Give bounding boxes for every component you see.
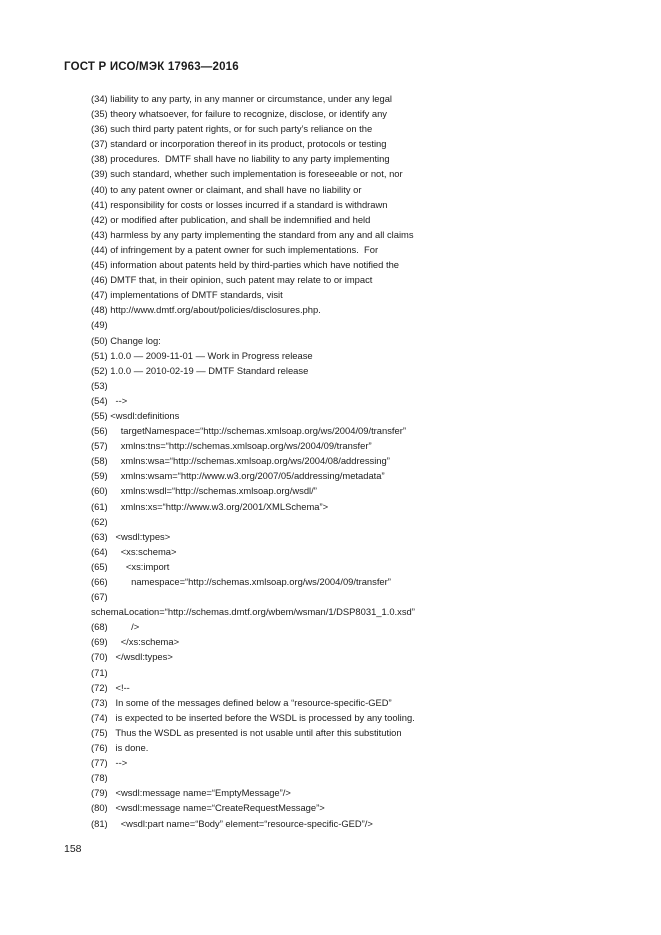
code-line: (62) <box>91 515 108 527</box>
code-line: (64) <xs:schema> <box>91 545 177 557</box>
code-line: (58) xmlns:wsa=“http://schemas.xmlsoap.org/ws/2004/08/addressing” <box>91 455 390 467</box>
code-line: (78) <box>91 772 108 784</box>
code-line: (38) procedures. DMTF shall have no liability to any party implementing <box>91 153 390 165</box>
code-line: (54) --> <box>91 394 128 406</box>
code-line: (35) theory whatsoever, for failure to recognize, disclose, or identify any <box>91 108 387 120</box>
code-line: (41) responsibility for costs or losses incurred if a standard is withdrawn <box>91 198 388 210</box>
code-line: (47) implementations of DMTF standards, visit <box>91 289 283 301</box>
code-line: (66) namespace=“http://schemas.xmlsoap.org/ws/2004/09/transfer” <box>91 576 391 587</box>
code-line: (79) <wsdl:message name=“EmptyMessage”/> <box>91 787 291 799</box>
code-line: schemaLocation=“http://schemas.dmtf.org/wbem/wsman/1/DSP8031_1.0.xsd” <box>91 606 415 618</box>
code-line: (71) <box>91 666 108 678</box>
code-line: (50) Change log: <box>91 334 161 346</box>
code-listing <box>91 91 631 831</box>
code-line: (37) standard or incorporation thereof in its product, protocols or testing <box>91 138 387 150</box>
code-line: (43) harmless by any party implementing the standard from any and all claims <box>91 228 414 240</box>
code-line: (36) such third party patent rights, or for such party’s reliance on the <box>91 123 373 135</box>
code-line: (77) --> <box>91 757 128 769</box>
code-line: (75) Thus the WSDL as presented is not usable until after this substitution <box>91 726 402 738</box>
code-line: (80) <wsdl:message name=“CreateRequestMessage”> <box>91 802 325 814</box>
code-line: (74) is expected to be inserted before the WSDL is processed by any tooling. <box>91 711 415 723</box>
code-line: (69) </xs:schema> <box>91 636 180 648</box>
code-line: (44) of infringement by a patent owner for such implementations. For <box>91 243 379 255</box>
code-line: (81) <wsdl:part name=“Body” element=“resource-specific-GED”/> <box>91 817 373 829</box>
code-line: (65) <xs:import <box>91 560 170 572</box>
code-line: (72) <!-- <box>91 681 130 693</box>
code-line: (40) to any patent owner or claimant, and shall have no liability or <box>91 183 362 195</box>
code-line: (51) 1.0.0 — 2009-11-01 — Work in Progress release <box>91 349 313 361</box>
code-line: (57) xmlns:tns=“http://schemas.xmlsoap.org/ws/2004/09/transfer” <box>91 440 372 452</box>
code-line: (45) information about patents held by third-parties which have notified the <box>91 259 399 271</box>
code-line: (34) liability to any party, in any manner or circumstance, under any legal <box>91 93 393 104</box>
page-header: ГОСТ Р ИСО/МЭК 17963—2016 <box>64 61 239 73</box>
code-line: (48) http://www.dmtf.org/about/policies/disclosures.php. <box>91 304 321 316</box>
code-line: (52) 1.0.0 — 2010-02-19 — DMTF Standard release <box>91 364 309 376</box>
code-line: (53) <box>91 379 108 391</box>
code-line: (59) xmlns:wsam=“http://www.w3.org/2007/05/addressing/metadata” <box>91 470 385 482</box>
code-line: (76) is done. <box>91 742 149 754</box>
code-line: (56) targetNamespace=“http://schemas.xmlsoap.org/ws/2004/09/transfer” <box>91 425 406 437</box>
code-line: (49) <box>91 319 108 331</box>
code-line: (60) xmlns:wsdl=“http://schemas.xmlsoap.org/wsdl/” <box>91 485 317 497</box>
code-line: (63) <wsdl:types> <box>91 530 171 542</box>
page-number: 158 <box>64 843 82 855</box>
code-line: (70) </wsdl:types> <box>91 651 173 663</box>
code-line: (46) DMTF that, in their opinion, such patent may relate to or impact <box>91 274 373 286</box>
code-line: (73) In some of the messages defined below a “resource-specific-GED” <box>91 696 392 708</box>
code-line: (39) such standard, whether such implementation is foreseeable or not, nor <box>91 168 403 180</box>
code-line: (68) /> <box>91 621 140 633</box>
code-line: (42) or modified after publication, and shall be indemnified and held <box>91 213 371 225</box>
code-line: (55) <wsdl:definitions <box>91 409 180 421</box>
code-line: (67) <box>91 591 108 603</box>
code-line: (61) xmlns:xs=“http://www.w3.org/2001/XMLSchema”> <box>91 500 329 512</box>
